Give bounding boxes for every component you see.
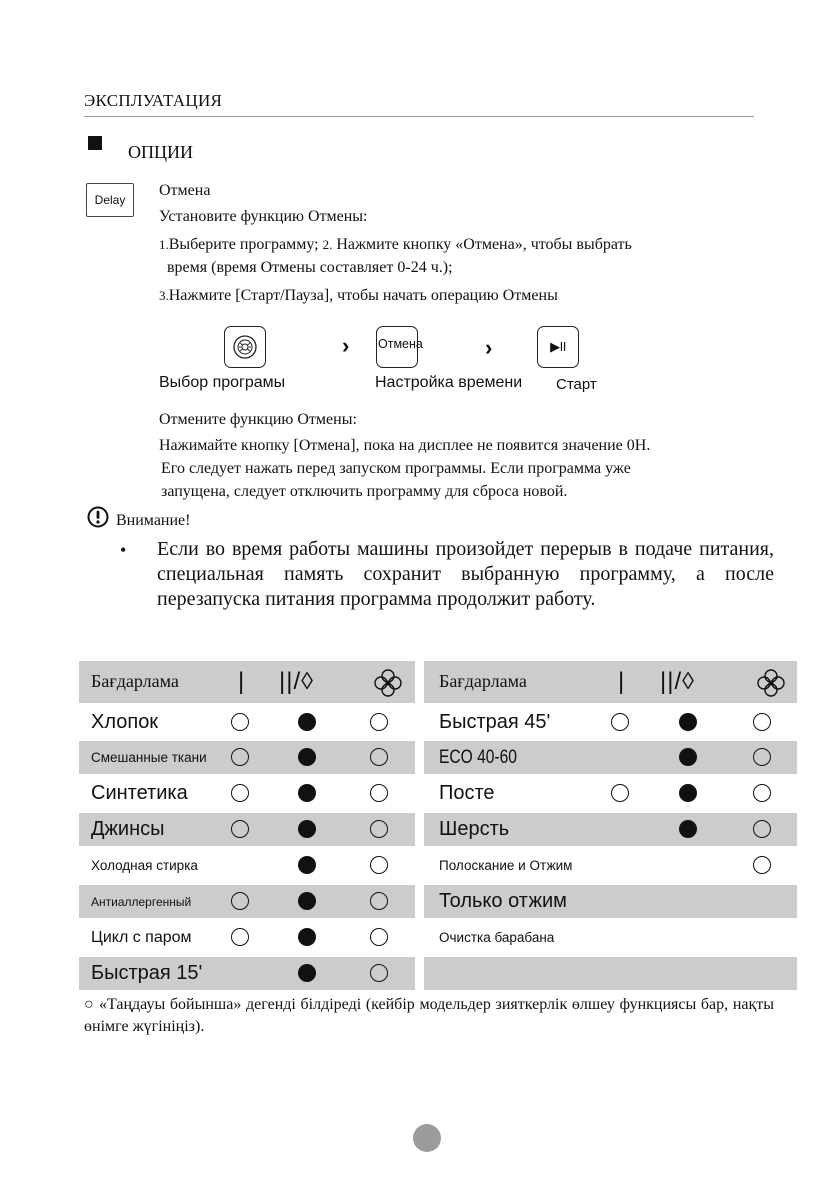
attention-text: Если во время работы машины произойдет перерыв в подаче питания, специальная память сохранит выбранную программу, а после перезапуска питания программа продолжит работу. bbox=[157, 538, 774, 610]
standard-dot-icon bbox=[298, 964, 316, 982]
bullet-dot: • bbox=[120, 540, 127, 560]
attention-title: Внимание! bbox=[116, 512, 191, 529]
warning-icon bbox=[87, 506, 109, 528]
optional-circle-icon bbox=[231, 892, 249, 910]
table-row-shade bbox=[424, 957, 797, 990]
footnote: ○ «Таңдауы бойынша» дегенді білдіреді (кейбір модельдер зияткерлік өлшеу функциясы бар, нақты өнімге жүгініңіз). bbox=[84, 996, 774, 1035]
step-3-number: 3. bbox=[159, 288, 169, 303]
standard-dot-icon bbox=[298, 856, 316, 874]
table-header-program-name: Бағдарлама bbox=[91, 671, 179, 691]
delay-step-1-2 bbox=[159, 234, 632, 256]
optional-circle-icon bbox=[231, 713, 249, 731]
step-1-number: 1. bbox=[159, 237, 169, 252]
spin-flower-icon bbox=[757, 669, 785, 697]
cancel-line-1: Нажимайте кнопку [Отмена], пока на дисплее не появится значение 0H. bbox=[159, 437, 651, 454]
delay-title: Отмена bbox=[159, 182, 211, 199]
optional-circle-icon bbox=[753, 784, 771, 802]
table-header-program-name: Бағдарлама bbox=[439, 671, 527, 691]
section-divider bbox=[84, 116, 754, 117]
optional-circle-icon bbox=[370, 748, 388, 766]
optional-circle-icon bbox=[370, 856, 388, 874]
page-number-dot bbox=[413, 1124, 441, 1152]
standard-dot-icon bbox=[298, 713, 316, 731]
standard-dot-icon bbox=[679, 820, 697, 838]
standard-dot-icon bbox=[679, 748, 697, 766]
square-bullet-icon bbox=[88, 136, 102, 150]
standard-dot-icon bbox=[298, 928, 316, 946]
standard-dot-icon bbox=[298, 892, 316, 910]
optional-circle-icon bbox=[370, 892, 388, 910]
optional-circle-icon bbox=[231, 820, 249, 838]
delay-time-button-label: Отмена bbox=[378, 337, 423, 351]
step-label-start: Старт bbox=[556, 376, 597, 393]
optional-circle-icon bbox=[370, 713, 388, 731]
step-2-number: 2. bbox=[322, 237, 333, 252]
standard-dot-icon bbox=[679, 713, 697, 731]
table-row-program-name: Смешанные ткани bbox=[91, 750, 207, 765]
step-1-text: Выберите программу; bbox=[168, 236, 319, 253]
optional-circle-icon bbox=[370, 928, 388, 946]
spin-flower-icon bbox=[374, 669, 402, 697]
cancel-line-3: запущена, следует отключить программу для сброса новой. bbox=[161, 483, 568, 500]
delay-step-3 bbox=[159, 285, 558, 307]
cancel-line-2: Его следует нажать перед запуском программы. Если программа уже bbox=[161, 460, 631, 477]
table-header-main-wash: ||/◊ bbox=[279, 667, 314, 695]
standard-dot-icon bbox=[298, 748, 316, 766]
table-row-program-name: Цикл с паром bbox=[91, 928, 192, 946]
table-row-program-name: Посте bbox=[439, 782, 495, 804]
optional-circle-icon bbox=[753, 820, 771, 838]
table-row-program-name: Холодная стирка bbox=[91, 858, 198, 873]
table-row-program-name: ECO 40-60 bbox=[439, 746, 517, 768]
step-3-text: Нажмите [Старт/Пауза], чтобы начать операцию Отмены bbox=[168, 287, 558, 304]
start-pause-button[interactable] bbox=[537, 326, 579, 368]
table-row-program-name: Полоскание и Отжим bbox=[439, 858, 573, 873]
table-row-program-name: Хлопок bbox=[91, 711, 159, 733]
table-row-program-name: Только отжим bbox=[439, 890, 567, 912]
play-pause-icon: ▶II bbox=[550, 339, 566, 354]
optional-circle-icon bbox=[370, 784, 388, 802]
table-header-prewash: | bbox=[238, 667, 245, 695]
optional-circle-icon bbox=[231, 784, 249, 802]
program-dial-icon bbox=[232, 334, 258, 360]
step-label-time: Настройка времени bbox=[375, 374, 523, 391]
optional-circle-icon bbox=[753, 856, 771, 874]
optional-circle-icon bbox=[231, 748, 249, 766]
standard-dot-icon bbox=[679, 784, 697, 802]
table-header-main-wash: ||/◊ bbox=[660, 667, 695, 695]
options-heading: ОПЦИИ bbox=[128, 142, 193, 162]
optional-circle-icon bbox=[753, 748, 771, 766]
step-label-program: Выбор програмы bbox=[159, 374, 286, 391]
optional-circle-icon bbox=[370, 964, 388, 982]
optional-circle-icon bbox=[611, 784, 629, 802]
flow-arrow-1: › bbox=[342, 333, 350, 358]
flow-arrow-2: › bbox=[485, 335, 493, 360]
optional-circle-icon bbox=[611, 713, 629, 731]
optional-circle-icon bbox=[231, 928, 249, 946]
table-row-program-name: Быстрая 15' bbox=[91, 962, 203, 984]
optional-circle-icon bbox=[370, 820, 388, 838]
delay-step-2-continuation: время (время Отмены составляет 0-24 ч.); bbox=[167, 259, 453, 276]
cancel-intro: Отмените функцию Отмены: bbox=[159, 411, 357, 428]
delay-set-intro: Установите функцию Отмены: bbox=[159, 208, 368, 225]
section-title: ЭКСПЛУАТАЦИЯ bbox=[84, 91, 223, 110]
standard-dot-icon bbox=[298, 820, 316, 838]
table-row-program-name: Джинсы bbox=[91, 818, 165, 840]
step-2-text: Нажмите кнопку «Отмена», чтобы выбрать bbox=[336, 236, 632, 253]
table-row-program-name: Быстрая 45' bbox=[439, 711, 551, 733]
table-row-program-name: Синтетика bbox=[91, 782, 188, 804]
delay-icon: Delay bbox=[86, 183, 134, 217]
table-row-program-name: Антиаллергенный bbox=[91, 894, 192, 909]
table-row-program-name: Шерсть bbox=[439, 818, 510, 840]
program-dial-button[interactable] bbox=[224, 326, 266, 368]
optional-circle-icon bbox=[753, 713, 771, 731]
delay-time-button[interactable] bbox=[376, 326, 423, 368]
table-header-prewash: | bbox=[618, 667, 625, 695]
standard-dot-icon bbox=[298, 784, 316, 802]
table-row-program-name: Очистка барабана bbox=[439, 930, 555, 945]
